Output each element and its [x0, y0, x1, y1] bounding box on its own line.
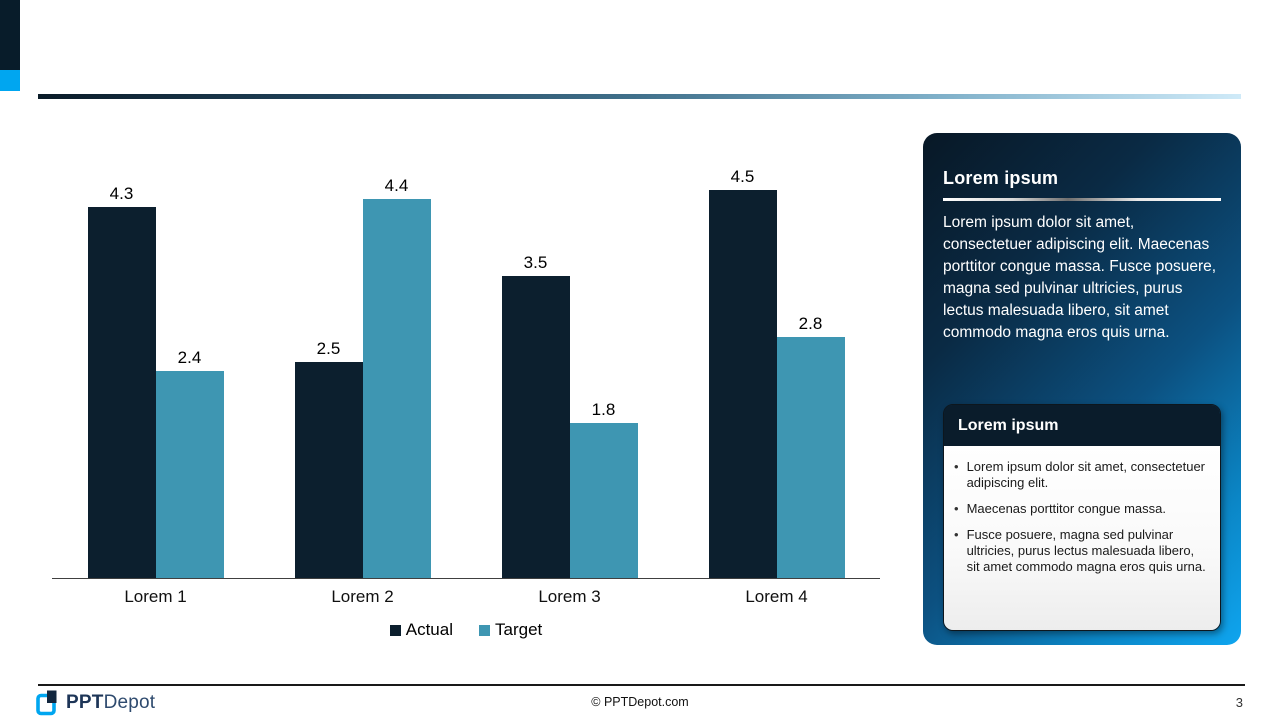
- category-label: Lorem 4: [745, 587, 808, 606]
- bar-target: [363, 199, 431, 579]
- bar-data-label: 4.5: [730, 166, 755, 186]
- bar-column: [570, 164, 638, 578]
- bar-data-label: 2.4: [177, 348, 202, 367]
- legend-item-target: [479, 620, 542, 640]
- card-bullet-list: [944, 446, 1220, 630]
- bar-column: [709, 164, 777, 578]
- card-title: Lorem ipsum: [958, 416, 1059, 434]
- bar-actual: [502, 276, 570, 578]
- bar-group: [673, 164, 880, 578]
- bar-group: [259, 164, 466, 578]
- bar-group: [466, 164, 673, 578]
- bar-actual: [88, 207, 156, 578]
- legend-item-actual: [390, 620, 453, 640]
- bullet-text: Maecenas porttitor congue massa.: [966, 501, 1166, 516]
- chart-plot: [52, 164, 880, 579]
- panel-paragraph: Lorem ipsum dolor sit amet, consectetuer adipiscing elit. Maecenas porttitor congue massa. Fusce posuere, magna sed pulvinar ultricies, purus lectus malesuada libero, sit amet commodo magna eros quis urna.: [943, 214, 1217, 341]
- info-panel: [923, 133, 1241, 645]
- bullet-item: [954, 501, 1208, 517]
- legend-swatch: [390, 625, 401, 636]
- bullet-item: [954, 459, 1208, 491]
- corner-accent-dark: [0, 0, 20, 70]
- legend-label: Actual: [405, 620, 453, 639]
- footer-divider: [38, 684, 1245, 686]
- bullet-text: Lorem ipsum dolor sit amet, consectetuer adipiscing elit.: [966, 459, 1205, 490]
- bullet-item: [954, 527, 1208, 575]
- bullet-marker: •: [954, 459, 959, 474]
- bar-actual: [709, 190, 777, 578]
- bar-data-label: 2.5: [316, 339, 341, 359]
- bar-data-label: 3.5: [523, 253, 548, 273]
- card-header: [944, 405, 1220, 446]
- category-label: Lorem 1: [124, 587, 187, 606]
- bullet-text: Fusce posuere, magna sed pulvinar ultricies, purus lectus malesuada libero, sit amet commodo magna eros quis urna.: [966, 527, 1206, 574]
- bar-column: [502, 164, 570, 578]
- bar-column: [295, 164, 363, 578]
- corner-accent-blue: [0, 70, 20, 91]
- logo-text-regular: Depot: [103, 691, 156, 713]
- bullet-marker: •: [954, 501, 959, 516]
- bar-target: [156, 371, 224, 578]
- header-divider: [38, 94, 1241, 99]
- bar-data-label: 1.8: [591, 399, 616, 419]
- bar-column: [777, 164, 845, 578]
- bar-data-label: 4.3: [109, 184, 134, 204]
- panel-title: Lorem ipsum: [943, 168, 1059, 188]
- footer-copyright: © PPTDepot.com: [591, 695, 689, 709]
- category-label: Lorem 2: [331, 587, 394, 606]
- legend-label: Target: [495, 620, 543, 639]
- bar-target: [570, 423, 638, 578]
- bar-actual: [295, 362, 363, 578]
- bar-column: [363, 164, 431, 578]
- panel-title-underline: [943, 198, 1221, 201]
- bar-column: [156, 164, 224, 578]
- category-label: Lorem 3: [538, 587, 601, 606]
- bar-data-label: 2.8: [798, 313, 823, 333]
- bar-group: [52, 164, 259, 578]
- panel-card: [943, 404, 1221, 631]
- bar-data-label: 4.4: [384, 175, 409, 195]
- legend-swatch: [479, 625, 490, 636]
- page-number: 3: [1235, 695, 1243, 710]
- bullet-marker: •: [954, 527, 959, 542]
- bar-column: [88, 164, 156, 578]
- logo-text-bold: PPT: [66, 691, 104, 713]
- bar-chart: [52, 164, 880, 640]
- chart-category-axis: [52, 587, 880, 607]
- chart-legend: [52, 620, 880, 640]
- bar-target: [777, 337, 845, 579]
